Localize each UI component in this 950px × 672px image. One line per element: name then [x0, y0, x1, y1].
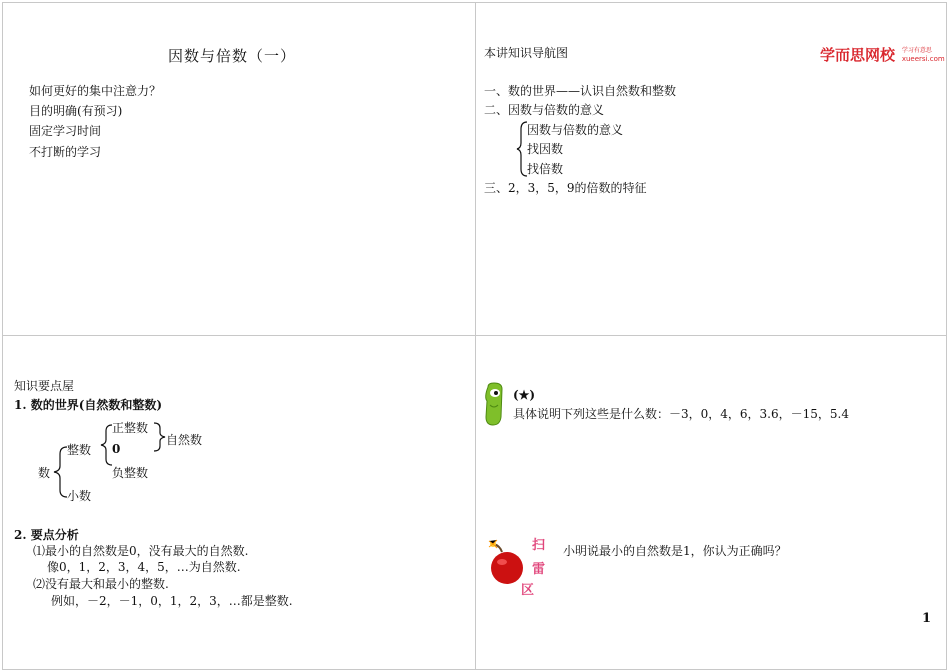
nav-item-1: 一、数的世界——认识自然数和整数: [484, 84, 677, 98]
knowledge-heading: 知识要点屋: [14, 379, 75, 393]
logo-sub-top: 学习有意思: [901, 47, 932, 54]
tree-brace-natural: [153, 422, 167, 452]
mascot-icon: [482, 383, 506, 427]
line-3: 固定学习时间: [29, 124, 102, 138]
line-1: 如何更好的集中注意力？: [29, 84, 162, 98]
saolei-char-2: 雷: [532, 562, 546, 577]
nav-sub-item-2: 找因数: [527, 142, 564, 156]
tree-positive: 正整数: [112, 421, 149, 435]
point-2-example: 例如，－2，－1，0，1，2，3，…都是整数.: [51, 594, 293, 608]
point-1: ⑴最小的自然数是0，没有最大的自然数.: [33, 544, 249, 558]
slide-3: [2, 335, 476, 670]
saolei-char-1: 扫: [532, 538, 546, 553]
line-4: 不打断的学习: [29, 145, 102, 159]
nav-sub-item-1: 因数与倍数的意义: [527, 123, 624, 137]
section-2-title: 2. 要点分析: [14, 528, 79, 542]
nav-heading: 本讲知识导航图: [484, 46, 569, 60]
line-2: 目的明确(有预习): [29, 104, 123, 118]
exercise-question: 具体说明下列这些是什么数：－3，0，4，6，3.6，－15，5.4: [513, 407, 849, 421]
tree-negative: 负整数: [112, 466, 149, 480]
brand-logo: [820, 44, 945, 65]
saolei-char-3: 区: [521, 583, 535, 598]
tree-root: 数: [38, 466, 51, 480]
star-rating: (★): [513, 388, 536, 402]
slide-4: [475, 335, 947, 670]
section-1-title: 1. 数的世界(自然数和整数): [14, 398, 163, 412]
tree-decimal: 小数: [67, 489, 92, 503]
saolei-question: 小明说最小的自然数是1，你认为正确吗？: [563, 544, 787, 558]
point-2: ⑵没有最大和最小的整数.: [33, 577, 169, 591]
nav-sub-item-3: 找倍数: [527, 162, 564, 176]
page-number: 1: [922, 611, 932, 626]
tree-brace-root: [52, 446, 68, 498]
tree-natural: 自然数: [166, 433, 203, 447]
nav-item-2: 二、因数与倍数的意义: [484, 103, 605, 117]
tree-integer: 整数: [67, 443, 92, 457]
tree-brace-integer: [99, 424, 113, 466]
slide-1: [2, 2, 476, 336]
logo-main-text: 学而思网校: [820, 46, 896, 64]
slide-title: 因数与倍数（一）: [168, 47, 297, 65]
slide-2: [475, 2, 947, 336]
tree-zero: 0: [112, 442, 121, 456]
logo-sub-bottom: xueersi.com: [901, 55, 945, 63]
point-1-example: 像0，1，2，3，4，5，…为自然数.: [47, 560, 241, 574]
nav-item-3: 三、2，3，5，9的倍数的特征: [484, 181, 647, 195]
